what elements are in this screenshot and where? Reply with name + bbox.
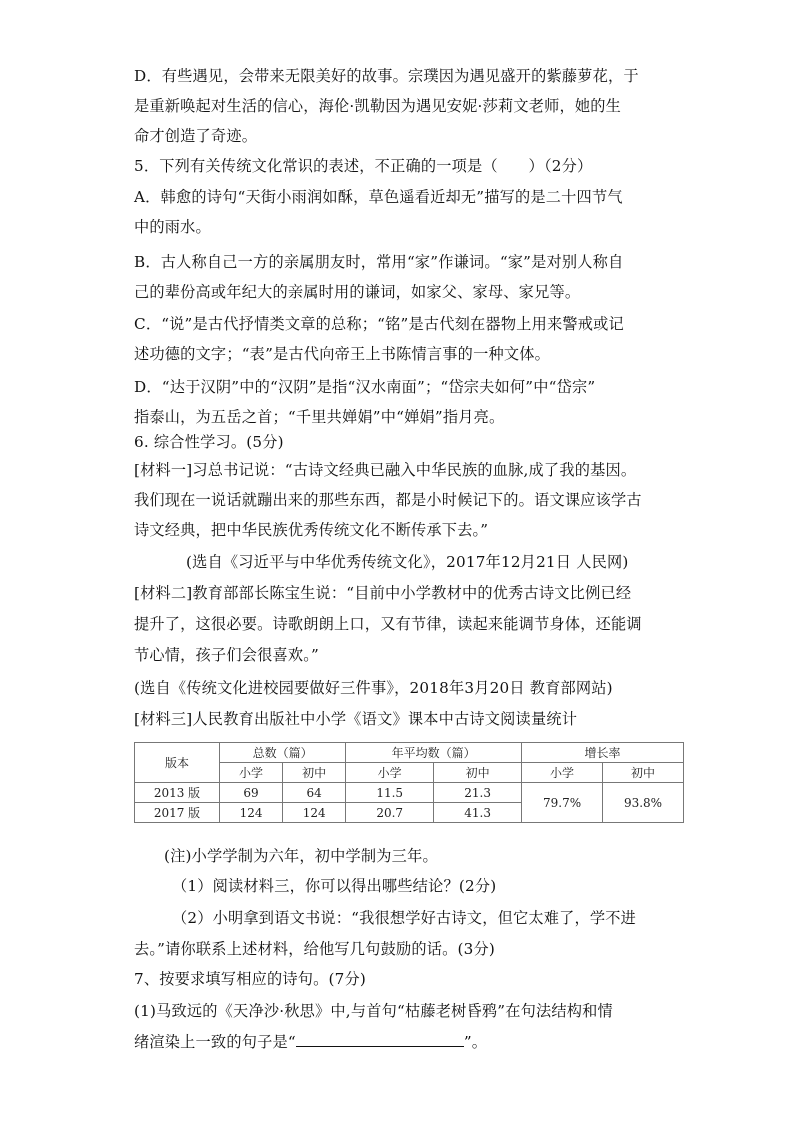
fill-suffix: ”。 <box>463 1033 488 1051</box>
note-line: (注)小学学制为六年，初中学制为三年。 <box>164 847 438 865</box>
option-line: 述功德的文字；“表”是古代向帝王上书陈情言事的一种文体。 <box>134 345 551 363</box>
material-line: 提升了，这很必要。诗歌朗朗上口，又有节律，读起来能调节身体，还能调 <box>134 615 642 633</box>
header-growth: 增长率 <box>522 743 684 763</box>
cell: 79.7% <box>522 783 603 823</box>
cell: 2017 版 <box>135 803 220 823</box>
sub-question-1: （1）阅读材料三，你可以得出哪些结论？(2分) <box>172 877 497 895</box>
material-source: (选自《习近平与中华优秀传统文化》，2017年12月21日 人民网) <box>186 553 629 571</box>
text-line: D．有些遇见，会带来无限美好的故事。宗璞因为遇见盛开的紫藤萝花，于 <box>134 67 639 85</box>
header-middle: 初中 <box>283 763 346 783</box>
question-stem: 5．下列有关传统文化常识的表述，不正确的一项是（ ）（2分） <box>134 157 593 175</box>
material-line: [材料一]习总书记说：“古诗文经典已融入中华民族的血脉,成了我的基因。 <box>134 461 637 479</box>
option-line: C．“说”是古代抒情类文章的总称；“铭”是古代刻在器物上用来警戒或记 <box>134 315 624 333</box>
option-line: B．古人称自己一方的亲属朋友时，常用“家”作谦词。“家”是对别人称自 <box>134 253 624 271</box>
material-line: [材料二]教育部部长陈宝生说：“目前中小学教材中的优秀古诗文比例已经 <box>134 584 632 602</box>
header-middle: 初中 <box>603 763 684 783</box>
header-primary: 小学 <box>346 763 434 783</box>
answer-blank[interactable] <box>296 1032 464 1047</box>
material-line: 诗文经典，把中华民族优秀传统文化不断传承下去。” <box>134 521 489 539</box>
header-primary: 小学 <box>522 763 603 783</box>
cell: 21.3 <box>434 783 522 803</box>
cell: 124 <box>283 803 346 823</box>
cell: 20.7 <box>346 803 434 823</box>
material-source: (选自《传统文化进校园要做好三件事》，2018年3月20日 教育部网站) <box>134 679 613 697</box>
header-total: 总数（篇） <box>220 743 346 763</box>
text-line: 是重新唤起对生活的信心，海伦·凯勒因为遇见安妮·莎莉文老师，她的生 <box>134 97 622 115</box>
header-version: 版本 <box>135 743 220 783</box>
reading-stats-table <box>134 742 684 823</box>
question-line: (1)马致远的《天净沙·秋思》中,与首句“枯藤老树昏鸦”在句法结构和情 <box>134 1002 613 1020</box>
cell: 93.8% <box>603 783 684 823</box>
material-title: [材料三]人民教育出版社中小学《语文》课本中古诗文阅读量统计 <box>134 710 578 728</box>
option-line: A．韩愈的诗句“天街小雨润如酥，草色遥看近却无”描写的是二十四节气 <box>134 188 623 206</box>
cell: 64 <box>283 783 346 803</box>
header-primary: 小学 <box>220 763 283 783</box>
question-stem: 6. 综合性学习。(5分) <box>134 433 284 451</box>
text-line: 命才创造了奇迹。 <box>134 127 258 145</box>
fill-prefix: 绪渲染上一致的句子是“ <box>134 1033 296 1051</box>
header-average: 年平均数（篇） <box>346 743 522 763</box>
sub-question-2: （2）小明拿到语文书说：“我很想学好古诗文，但它太难了，学不进 <box>172 909 637 927</box>
option-line: 己的辈份高或年纪大的亲属时用的谦词，如家父、家母、家兄等。 <box>134 283 581 301</box>
sub-question-2-cont: 去。”请你联系上述材料，给他写几句鼓励的话。(3分) <box>134 940 496 958</box>
cell: 41.3 <box>434 803 522 823</box>
table-row <box>135 783 684 803</box>
fill-in-line <box>134 1032 674 1052</box>
question-stem: 7、按要求填写相应的诗句。(7分) <box>134 970 367 988</box>
option-line: D．“达于汉阴”中的“汉阴”是指“汉水南面”；“岱宗夫如何”中“岱宗” <box>134 378 596 396</box>
option-line: 指泰山，为五岳之首；“千里共婵娟”中“婵娟”指月亮。 <box>134 408 505 426</box>
header-middle: 初中 <box>434 763 522 783</box>
cell: 69 <box>220 783 283 803</box>
option-line: 中的雨水。 <box>134 218 211 236</box>
cell: 124 <box>220 803 283 823</box>
cell: 11.5 <box>346 783 434 803</box>
material-line: 我们现在一说话就蹦出来的那些东西，都是小时候记下的。语文课应该学古 <box>134 491 642 509</box>
material-line: 节心情，孩子们会很喜欢。” <box>134 646 320 664</box>
cell: 2013 版 <box>135 783 220 803</box>
